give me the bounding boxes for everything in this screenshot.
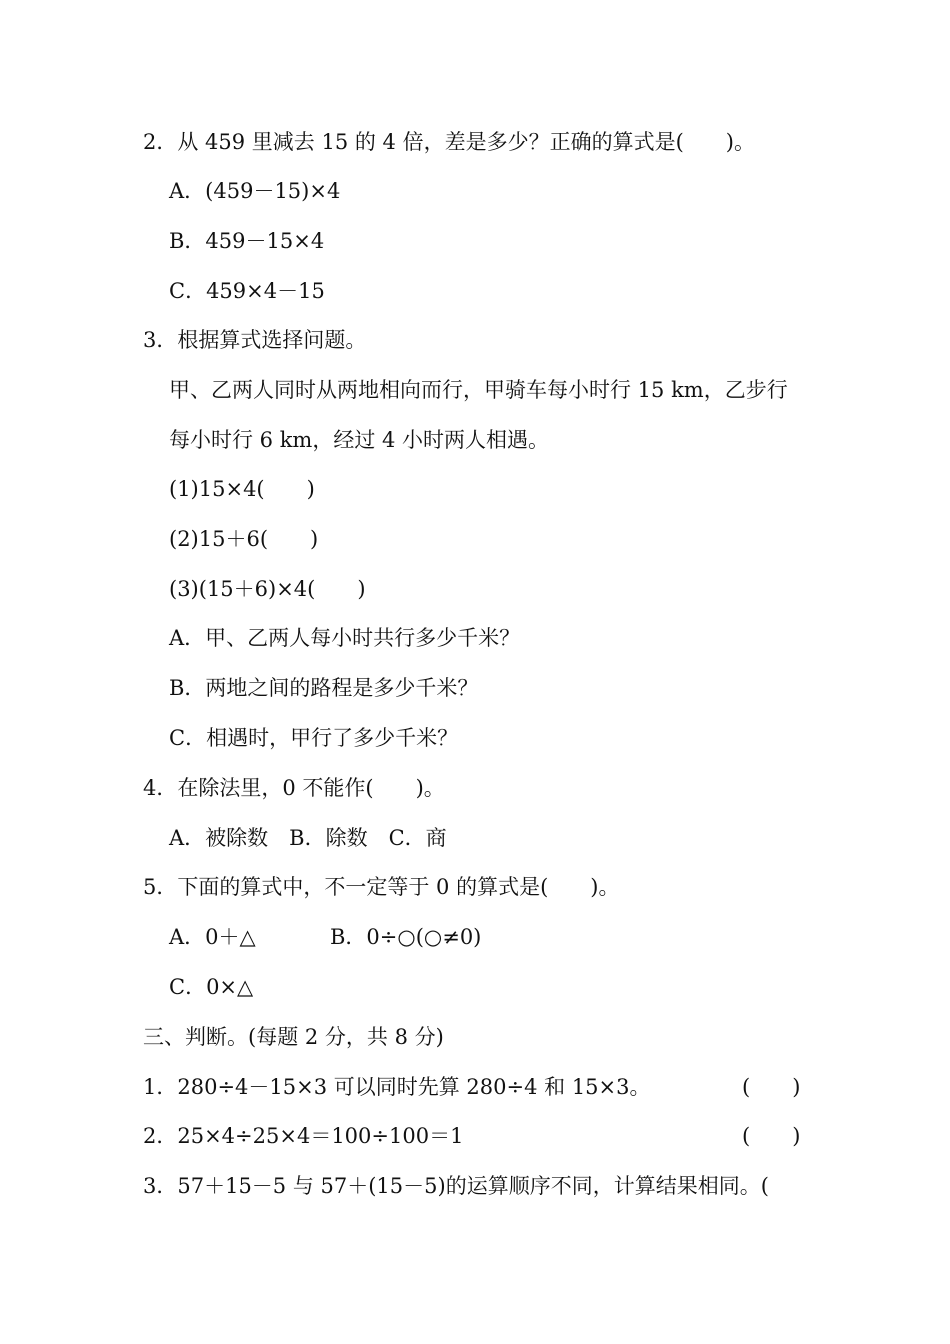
question-5-option-a: A．0＋△ (169, 925, 256, 949)
question-2-option-c: C．459×4－15 (169, 279, 325, 303)
question-3-stem: 3．根据算式选择问题。 (143, 328, 367, 352)
section-3-title: 三、判断。(每题 2 分，共 8 分) (143, 1025, 444, 1049)
question-5-option-b: B．0÷○(○≠0) (330, 925, 482, 949)
judge-item-1-answer-blank[interactable]: ( ) (742, 1075, 801, 1099)
question-3-option-c: C．相遇时，甲行了多少千米？ (169, 726, 459, 750)
question-5-option-c: C．0×△ (169, 975, 254, 999)
question-2-option-a: A．(459－15)×4 (169, 179, 341, 203)
question-3-context-line-2: 每小时行 6 km，经过 4 小时两人相遇。 (169, 428, 550, 452)
question-3-option-b: B．两地之间的路程是多少千米？ (169, 676, 479, 700)
judge-item-2-answer-blank[interactable]: ( ) (742, 1124, 801, 1148)
question-3-formula-2: (2)15＋6( ) (169, 527, 319, 551)
judge-item-2: 2．25×4÷25×4＝100÷100＝1 (143, 1124, 464, 1148)
judge-item-1: 1．280÷4－15×3 可以同时先算 280÷4 和 15×3。 (143, 1075, 651, 1099)
question-2-option-b: B．459－15×4 (169, 229, 325, 253)
question-3-formula-3: (3)(15＋6)×4( ) (169, 577, 366, 601)
question-4-options: A．被除数 B．除数 C．商 (169, 826, 447, 850)
question-3-context-line-1: 甲、乙两人同时从两地相向而行，甲骑车每小时行 15 km，乙步行 (169, 378, 788, 402)
question-4-stem: 4．在除法里，0 不能作( )。 (143, 776, 445, 800)
question-5-stem: 5．下面的算式中，不一定等于 0 的算式是( )。 (143, 875, 620, 899)
judge-item-3: 3．57＋15－5 与 57＋(15－5)的运算顺序不同，计算结果相同。( (143, 1174, 769, 1198)
question-3-formula-1: (1)15×4( ) (169, 477, 315, 501)
question-2-stem: 2．从 459 里减去 15 的 4 倍，差是多少？正确的算式是( )。 (143, 130, 755, 154)
question-3-option-a: A．甲、乙两人每小时共行多少千米？ (169, 626, 521, 650)
